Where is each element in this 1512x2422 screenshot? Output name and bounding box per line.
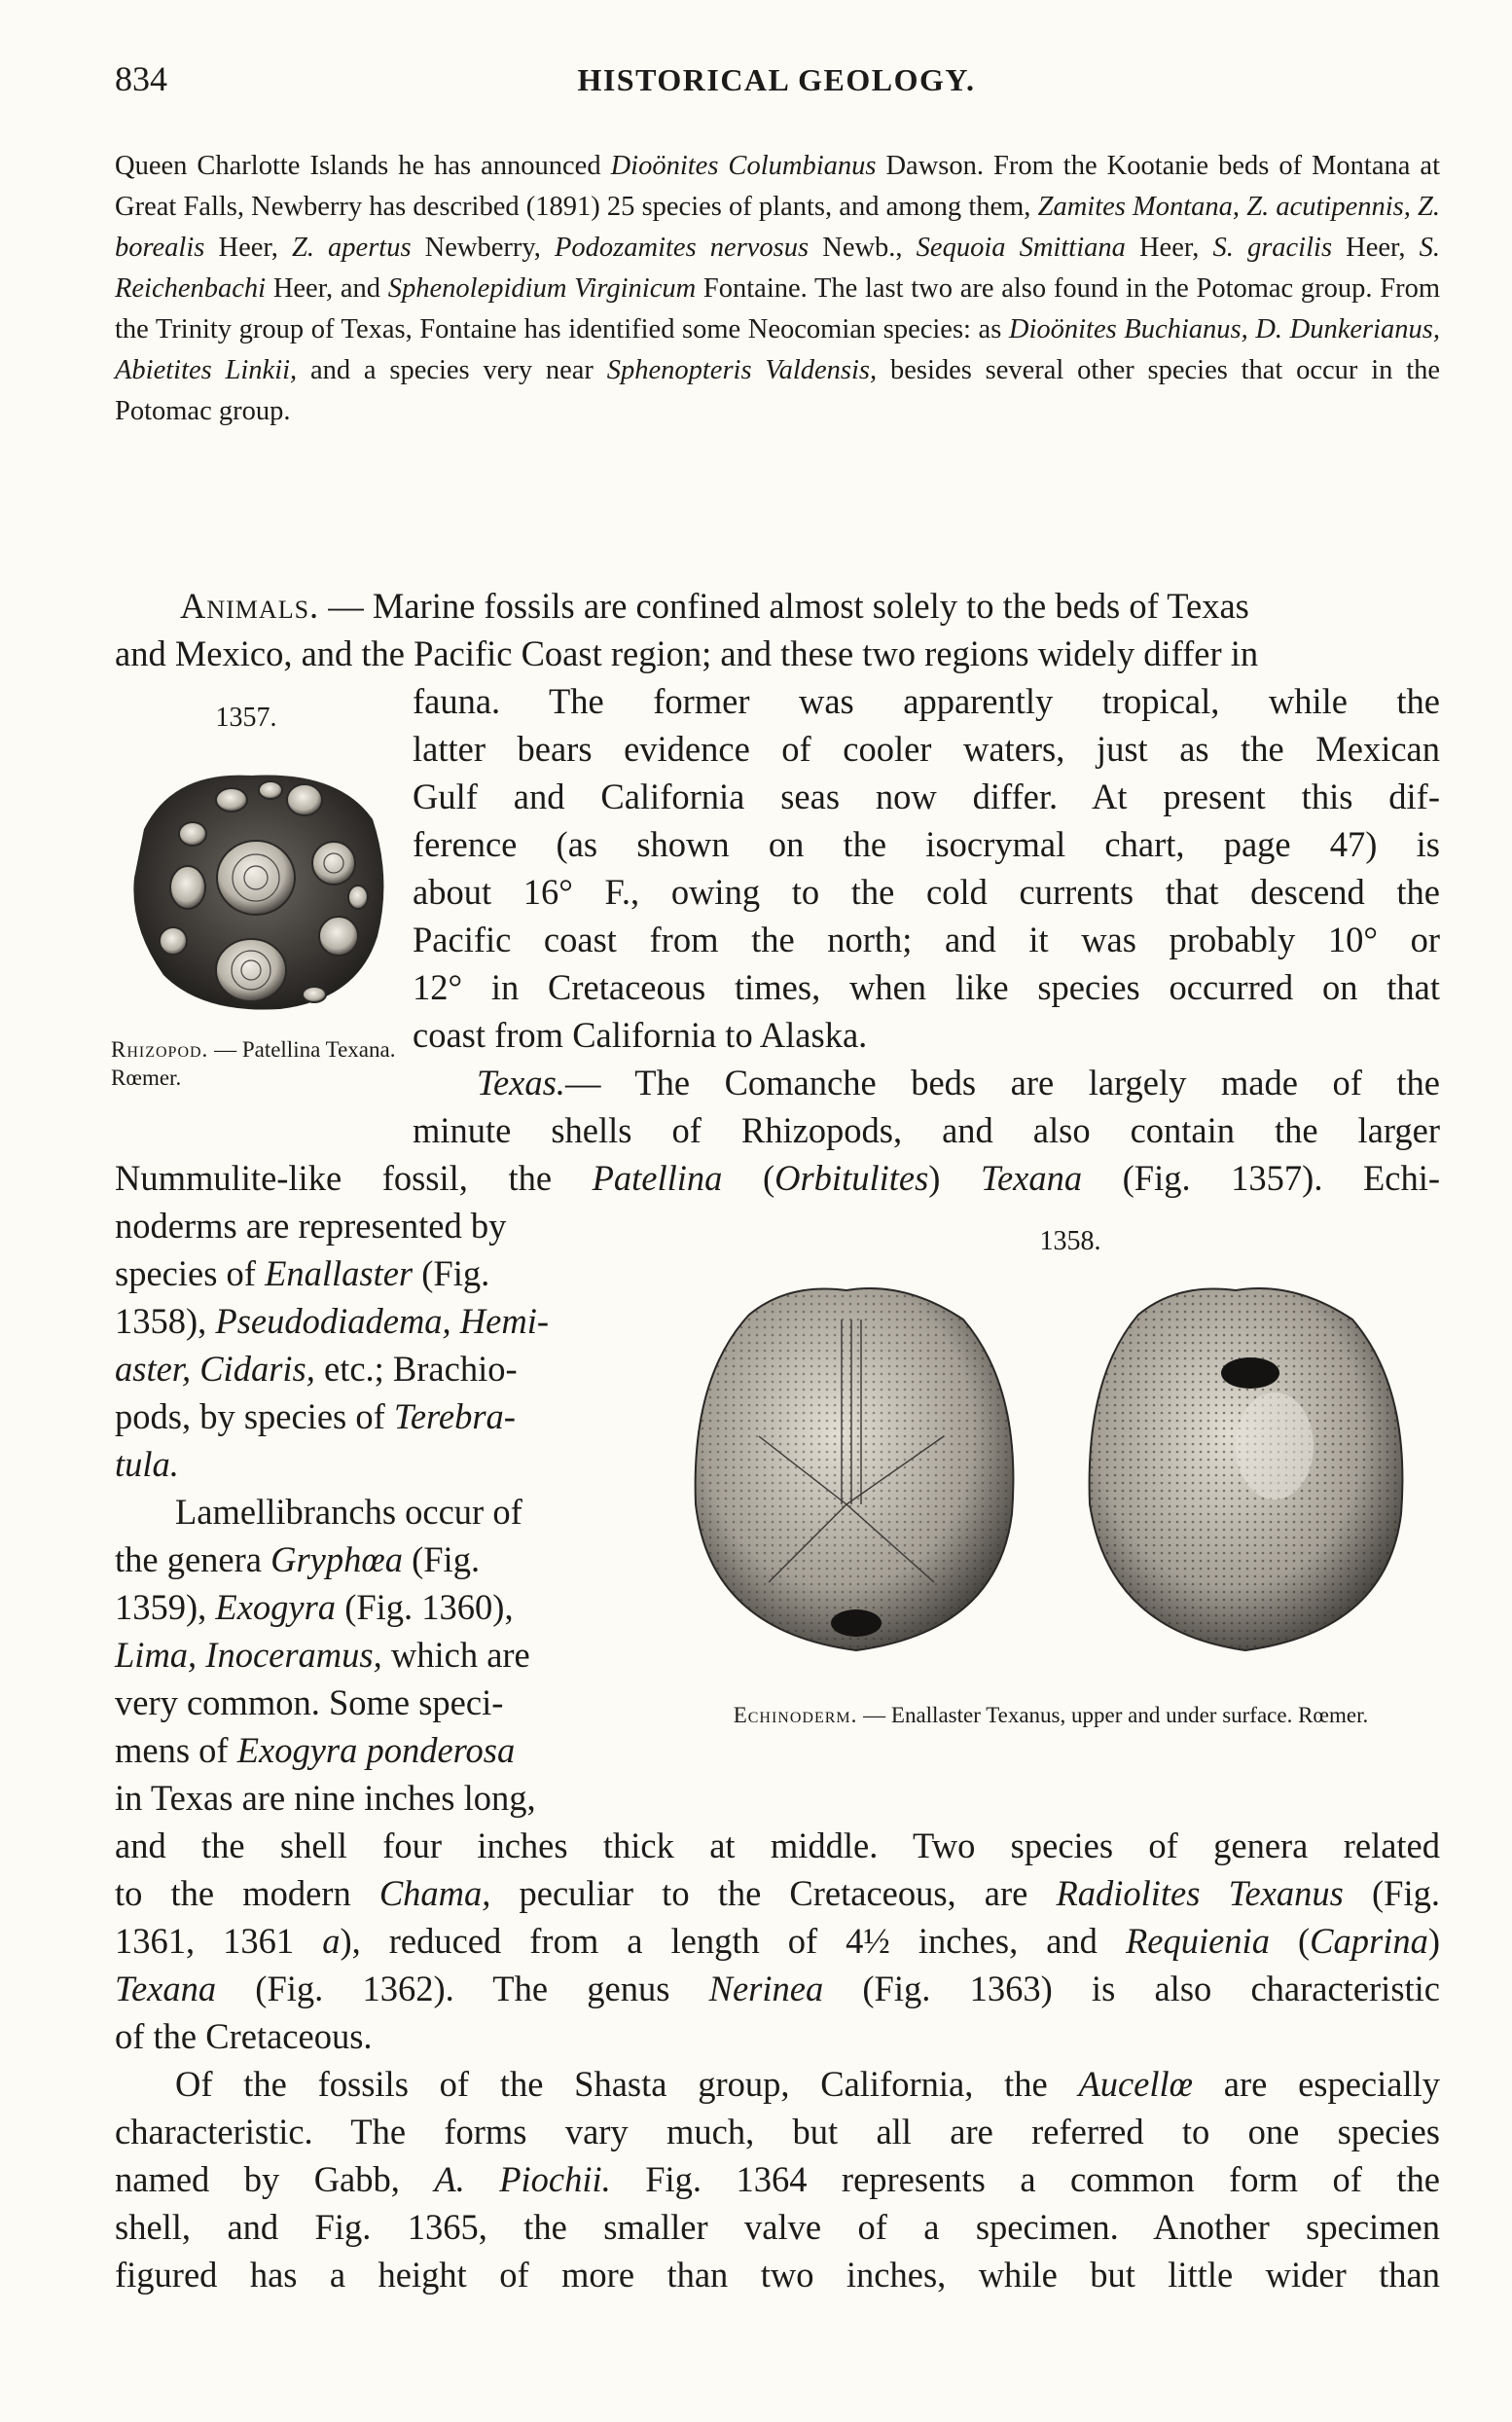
patellina-fossil-illustration	[115, 741, 397, 1024]
page-header	[115, 58, 1438, 107]
enallaster-illustration	[652, 1261, 1450, 1689]
figure-1358	[652, 1226, 1450, 1729]
figure-number: 1357.	[215, 703, 277, 733]
figure-caption: Rhizopod. — Patellina Texana. Rœmer.	[111, 1037, 396, 1090]
texas-subhead: Texas.— The Comanche beds are largely made of the	[477, 1063, 1440, 1103]
figure-number: 1358.	[1039, 1226, 1101, 1256]
figure-1357	[111, 703, 397, 1092]
running-head: HISTORICAL GEOLOGY.	[577, 62, 976, 97]
animals-heading: Animals.	[180, 586, 320, 626]
plants-paragraph: Queen Charlotte Islands he has announced Dioönites Columbianus Dawson. From the Kootanie beds of Montana at Great Falls, Newberry has described (1891) 25 species of plants, and among them, Zamites Montana, Z. acutipennis, Z. borealis Heer, Z. apertus Newberry, Podozamites nervosus Newb., Sequoia Smittiana Heer, S. gracilis Heer, S. Reichenbachi Heer, and Sphenolepidium Virginicum Fontaine. The last two are also found in the Potomac group. From the Trinity group of Texas, Fontaine has identified some Neocomian species: as Dioönites Buchianus, D. Dunkerianus, Abietites Linkii, and a species very near Sphenopteris Valdensis, besides several other species that occur in the Potomac group.	[115, 151, 1441, 426]
figure-caption: Echinoderm. — Enallaster Texanus, upper and under surface. Rœmer.	[733, 1703, 1369, 1727]
page-number: 834	[115, 59, 167, 98]
